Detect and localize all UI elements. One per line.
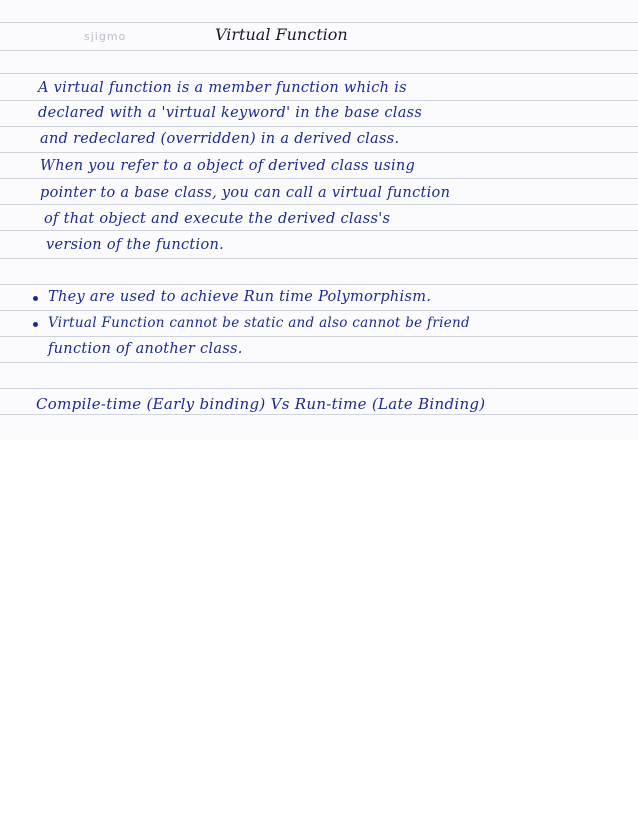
bullet-item-2-line-2: function of another class.	[48, 341, 243, 357]
ruled-line	[0, 230, 638, 231]
ruled-line	[0, 310, 638, 311]
faint-header-text: sjigmo	[84, 30, 127, 43]
ruled-line	[0, 50, 638, 51]
comparison-heading: Compile-time (Early binding) Vs Run-time (Late Binding)	[36, 395, 486, 413]
bullet-item-2-line-1: Virtual Function cannot be static and also cannot be friend	[48, 315, 470, 331]
ruled-line	[0, 414, 638, 415]
paragraph-line-7: version of the function.	[46, 237, 225, 253]
ruled-line	[0, 284, 638, 285]
ruled-line	[0, 178, 638, 179]
paragraph-line-5: pointer to a base class, you can call a virtual function	[40, 185, 451, 201]
paragraph-line-3: and redeclared (overridden) in a derived class.	[40, 131, 400, 147]
ruled-line	[0, 73, 638, 74]
paragraph-line-4: When you refer to a object of derived class using	[40, 158, 416, 174]
ruled-line	[0, 258, 638, 259]
ruled-line	[0, 336, 638, 337]
bullet-item-1: They are used to achieve Run time Polymorphism.	[48, 289, 432, 305]
ruled-line	[0, 204, 638, 205]
ruled-line	[0, 152, 638, 153]
bullet-dot	[33, 322, 38, 327]
ruled-line	[0, 100, 638, 101]
ruled-line	[0, 362, 638, 363]
ruled-line	[0, 126, 638, 127]
paragraph-line-1: A virtual function is a member function which is	[38, 80, 407, 96]
ruled-line	[0, 22, 638, 23]
paragraph-line-2: declared with a 'virtual keyword' in the base class	[38, 105, 423, 121]
bullet-dot	[33, 296, 38, 301]
paragraph-line-6: of that object and execute the derived class's	[44, 211, 391, 227]
ruled-line	[0, 388, 638, 389]
page-title: Virtual Function	[215, 25, 348, 44]
